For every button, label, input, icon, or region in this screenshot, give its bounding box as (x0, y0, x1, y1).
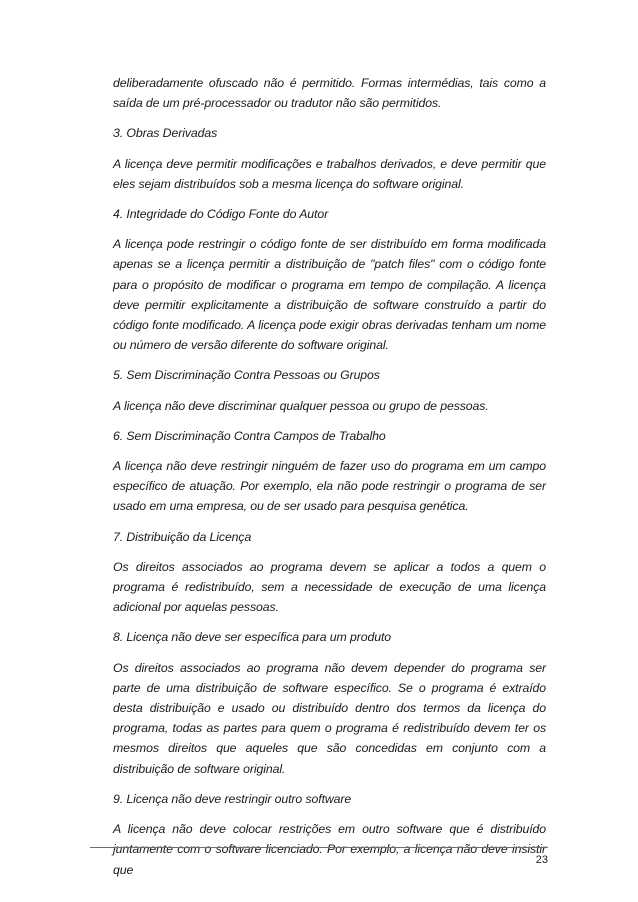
page-number: 23 (535, 854, 548, 866)
page-content (113, 73, 546, 890)
heading-license-distribution: 7. Distribuição da Licença (113, 529, 252, 544)
footer-divider (90, 847, 548, 848)
heading-no-discrimination-persons: 5. Sem Discriminação Contra Pessoas ou Grupos (113, 368, 380, 383)
heading-derived-works: 3. Obras Derivadas (113, 126, 218, 141)
paragraph-not-product-specific: Os direitos associados ao programa não devem depender do programa ser parte de uma distribuição de software específico. Se o programa é extraído desta distribuição e usado ou distribuído dentro dos termos da licença do programa, todas as partes para quem o programa é redistribuído devem ter os mesmos direitos que aqueles que são concedidas em conjunto com a distribuição de software original. (113, 660, 546, 776)
paragraph-source-code-continuation: deliberadamente ofuscado não é permitido. Formas intermédias, tais como a saída de um pré-processador ou tradutor não são permitidos. (113, 76, 546, 111)
paragraph-derived-works: A licença deve permitir modificações e trabalhos derivados, e deve permitir que eles sejam distribuídos sob a mesma licença do software original. (113, 156, 546, 191)
paragraph-no-discrimination-persons: A licença não deve discriminar qualquer pessoa ou grupo de pessoas. (113, 398, 489, 413)
heading-source-integrity: 4. Integridade do Código Fonte do Autor (113, 207, 329, 222)
heading-not-product-specific: 8. Licença não deve ser específica para um produto (113, 630, 392, 645)
heading-no-discrimination-fields: 6. Sem Discriminação Contra Campos de Trabalho (113, 428, 386, 443)
paragraph-no-restrict-other-software: A licença não deve colocar restrições em outro software que é distribuído juntamente com o software licenciado. Por exemplo, a licença não deve insistir que (113, 822, 546, 877)
paragraph-source-integrity: A licença pode restringir o código fonte de ser distribuído em forma modificada apenas se a licença permitir a distribuição de "patch files" com o código fonte para o propósito de modificar o programa em tempo de compilação. A licença deve permitir explicitamente a distribuição de software construído a partir do código fonte modificado. A licença pode exigir obras derivadas tenham um nome ou número de versão diferente do software original. (113, 237, 546, 353)
paragraph-license-distribution: Os direitos associados ao programa devem se aplicar a todos a quem o programa é redistribuído, sem a necessidade de execução de uma licença adicional por aquelas pessoas. (113, 559, 546, 615)
heading-no-restrict-other-software: 9. Licença não deve restringir outro software (113, 791, 352, 806)
paragraph-no-discrimination-fields: A licença não deve restringir ninguém de fazer uso do programa em um campo específico de atuação. Por exemplo, ela não pode restringir o programa de ser usado em uma empresa, ou de ser usado para pesquisa genética. (113, 459, 546, 514)
